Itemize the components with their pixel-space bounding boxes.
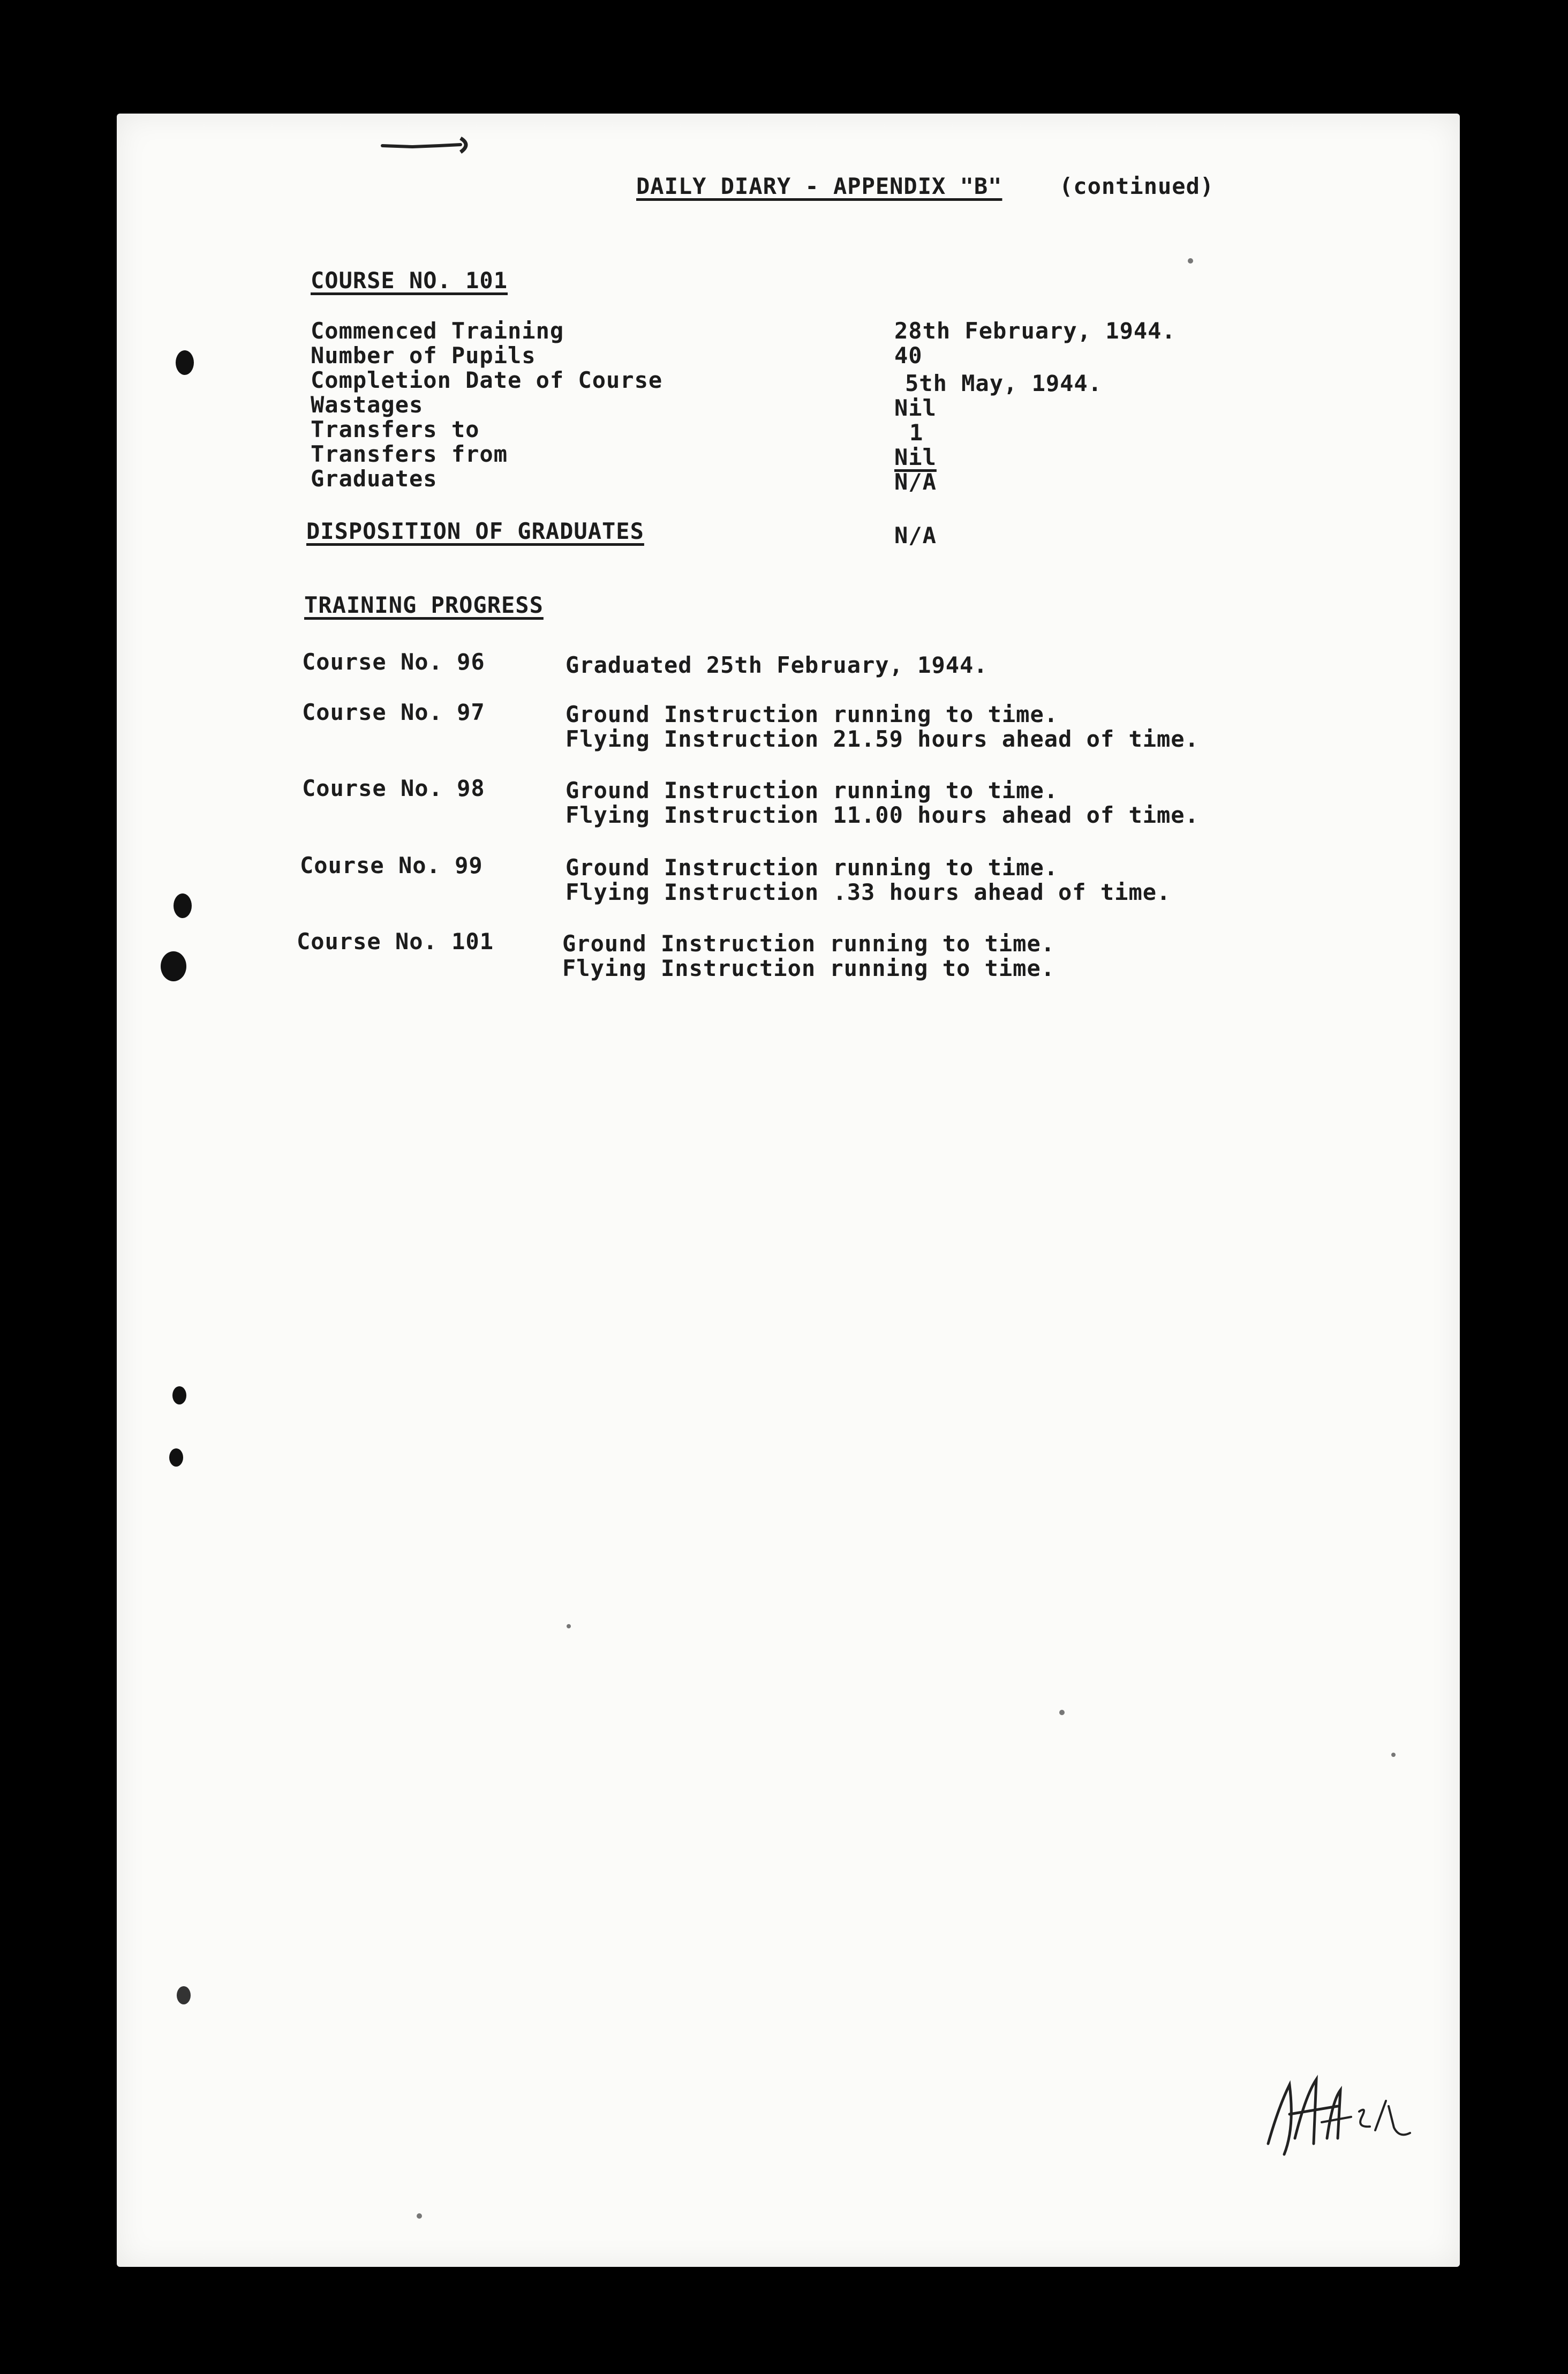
- course-status-line: Ground Instruction running to time.: [562, 930, 1056, 957]
- punch-hole: [176, 350, 194, 375]
- course-status-line: Ground Instruction running to time.: [566, 854, 1059, 881]
- continued-label: (continued): [1059, 173, 1215, 199]
- course-status-line: Graduated 25th February, 1944.: [566, 652, 988, 678]
- course-row-label: Commenced Training: [311, 318, 564, 344]
- paper-speck: [417, 2213, 422, 2219]
- punch-hole: [169, 1448, 183, 1467]
- paper-speck: [567, 1624, 571, 1628]
- punch-hole: [161, 951, 186, 981]
- course-row-label: Graduates: [311, 465, 438, 492]
- document-title: DAILY DIARY - APPENDIX "B": [636, 173, 1002, 199]
- paper-speck: [1188, 258, 1193, 264]
- course-label: Course No. 101: [297, 928, 494, 955]
- course-row-value: Nil: [894, 444, 937, 470]
- course-row-value: 40: [894, 342, 923, 369]
- course-row-value: 1: [909, 419, 924, 446]
- course-status-line: Flying Instruction running to time.: [562, 955, 1056, 981]
- course-status-line: Flying Instruction 21.59 hours ahead of time.: [566, 726, 1199, 752]
- course-row-label: Number of Pupils: [311, 342, 536, 369]
- paper-speck: [1059, 1710, 1065, 1715]
- course-status-line: Ground Instruction running to time.: [566, 777, 1059, 803]
- course-row-label: Wastages: [311, 392, 424, 418]
- punch-hole: [174, 893, 192, 918]
- paper-speck: [1391, 1753, 1396, 1757]
- course-row-value: Nil: [894, 395, 937, 421]
- top-scrawl-mark: [380, 134, 477, 155]
- course-row-label: Transfers from: [311, 441, 508, 467]
- course-label: Course No. 98: [302, 775, 485, 801]
- course-row-value: 28th February, 1944.: [894, 318, 1176, 344]
- punch-hole: [172, 1386, 186, 1404]
- course-heading: COURSE NO. 101: [311, 267, 508, 294]
- course-row-label: Transfers to: [311, 416, 480, 442]
- course-status-line: Ground Instruction running to time.: [566, 701, 1059, 727]
- course-status-line: Flying Instruction .33 hours ahead of time.: [566, 879, 1171, 905]
- course-label: Course No. 96: [302, 649, 485, 675]
- training-progress-heading: TRAINING PROGRESS: [304, 592, 544, 618]
- document-page: [117, 114, 1460, 2267]
- course-label: Course No. 97: [302, 699, 485, 725]
- course-row-value: 5th May, 1944.: [905, 370, 1103, 396]
- disposition-heading: DISPOSITION OF GRADUATES: [306, 518, 644, 544]
- course-label: Course No. 99: [300, 852, 483, 878]
- course-status-line: Flying Instruction 11.00 hours ahead of time.: [566, 802, 1199, 828]
- handwritten-initials: [1257, 2063, 1418, 2170]
- punch-hole: [177, 1986, 191, 2004]
- course-row-value: N/A: [894, 469, 937, 495]
- course-row-label: Completion Date of Course: [311, 367, 663, 393]
- disposition-value: N/A: [894, 522, 937, 549]
